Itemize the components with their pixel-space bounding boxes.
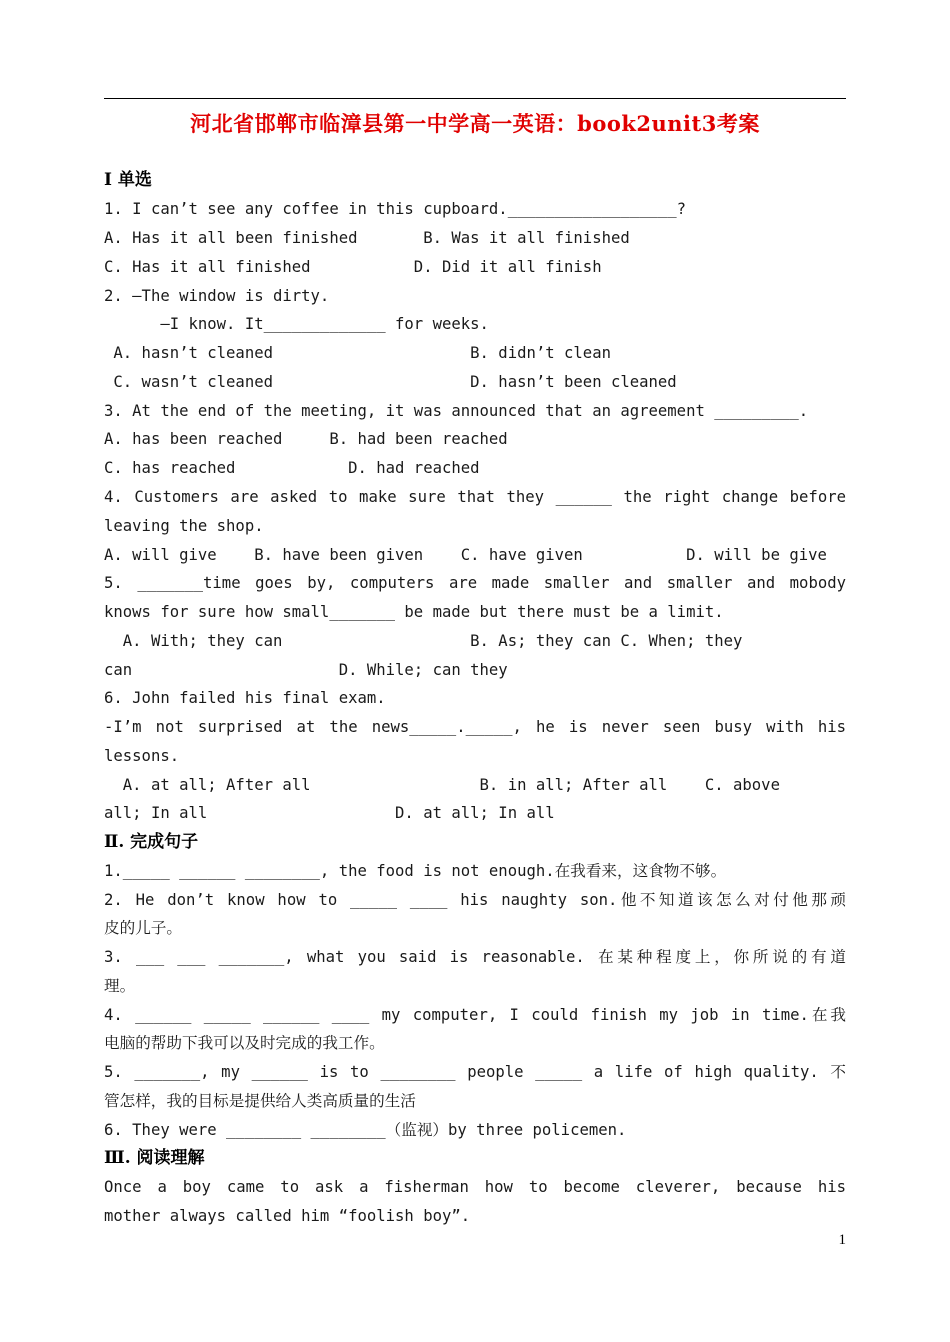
reading-paragraph-line-1: Once a boy came to ask a fisherman how to become cleverer, because his	[104, 1178, 846, 1196]
reading-paragraph-line-2: mother always called him “foolish boy”.	[104, 1207, 471, 1225]
question-2-options-ab: A. hasn’t cleaned B. didn’t clean	[104, 344, 611, 362]
document-title: 河北省邯郸市临漳县第一中学高一英语：book2unit3考案	[190, 111, 760, 136]
section-heading-single-choice: Ⅰ 单选	[104, 170, 152, 190]
question-5-options-2: can D. While; can they	[104, 661, 508, 679]
sentence-2: 2. He don’t know how to _____ ____ his naughty son.他不知道该怎么对付他那顽	[104, 891, 846, 909]
question-3-options-ab: A. has been reached B. had been reached	[104, 430, 508, 448]
question-4-stem-cont: leaving the shop.	[104, 517, 264, 535]
question-6-stem-cont: -I’m not surprised at the news_____._____, he is never seen busy with his	[104, 718, 846, 736]
header-rule	[104, 98, 846, 99]
sentence-2-cont: 皮的儿子。	[104, 919, 182, 937]
sentence-5: 5. _______, my ______ is to ________ people _____ a life of high quality. 不	[104, 1063, 846, 1081]
question-4-stem: 4. Customers are asked to make sure that they ______ the right change before	[104, 488, 846, 506]
sentence-1: 1._____ ______ ________, the food is not enough.在我看来，这食物不够。	[104, 862, 727, 880]
page-number: 1	[838, 1232, 846, 1248]
question-6-options-2: all; In all D. at all; In all	[104, 804, 555, 822]
question-1-stem: 1. I can’t see any coffee in this cupboard.__________________?	[104, 200, 687, 218]
question-6-options-1: A. at all; After all B. in all; After all C. above	[104, 776, 780, 794]
question-3-stem: 3. At the end of the meeting, it was announced that an agreement _________.	[104, 402, 809, 420]
sentence-5-cont: 管怎样，我的目标是提供给人类高质量的生活	[104, 1092, 416, 1110]
question-6-stem: 6. John failed his final exam.	[104, 689, 386, 707]
section-heading-complete-sentences: Ⅱ. 完成句子	[104, 832, 199, 852]
sentence-4-cont: 电脑的帮助下我可以及时完成的我工作。	[104, 1034, 385, 1052]
question-5-options-1: A. With; they can B. As; they can C. When; they	[104, 632, 743, 650]
sentence-4: 4. ______ _____ ______ ____ my computer, I could finish my job in time.在我	[104, 1006, 846, 1024]
question-5-stem: 5. _______time goes by, computers are made smaller and smaller and mobody	[104, 574, 846, 592]
question-4-options: A. will give B. have been given C. have given D. will be give	[104, 546, 827, 564]
question-3-options-cd: C. has reached D. had reached	[104, 459, 480, 477]
question-6-stem-end: lessons.	[104, 747, 180, 765]
question-2-options-cd: C. wasn’t cleaned D. hasn’t been cleaned	[104, 373, 677, 391]
sentence-6: 6. They were ________ ________（监视）by three policemen.	[104, 1121, 627, 1139]
question-2-stem: 2. —The window is dirty.	[104, 287, 330, 305]
question-2-stem-cont: —I know. It_____________ for weeks.	[104, 315, 489, 333]
question-1-options-cd: C. Has it all finished D. Did it all finish	[104, 258, 602, 276]
sentence-3: 3. ___ ___ _______, what you said is reasonable. 在某种程度上，你所说的有道	[104, 948, 846, 966]
section-heading-reading: Ⅲ. 阅读理解	[104, 1148, 205, 1168]
question-1-options-ab: A. Has it all been finished B. Was it all finished	[104, 229, 630, 247]
sentence-3-cont: 理。	[104, 977, 136, 995]
question-5-stem-cont: knows for sure how small_______ be made but there must be a limit.	[104, 603, 724, 621]
